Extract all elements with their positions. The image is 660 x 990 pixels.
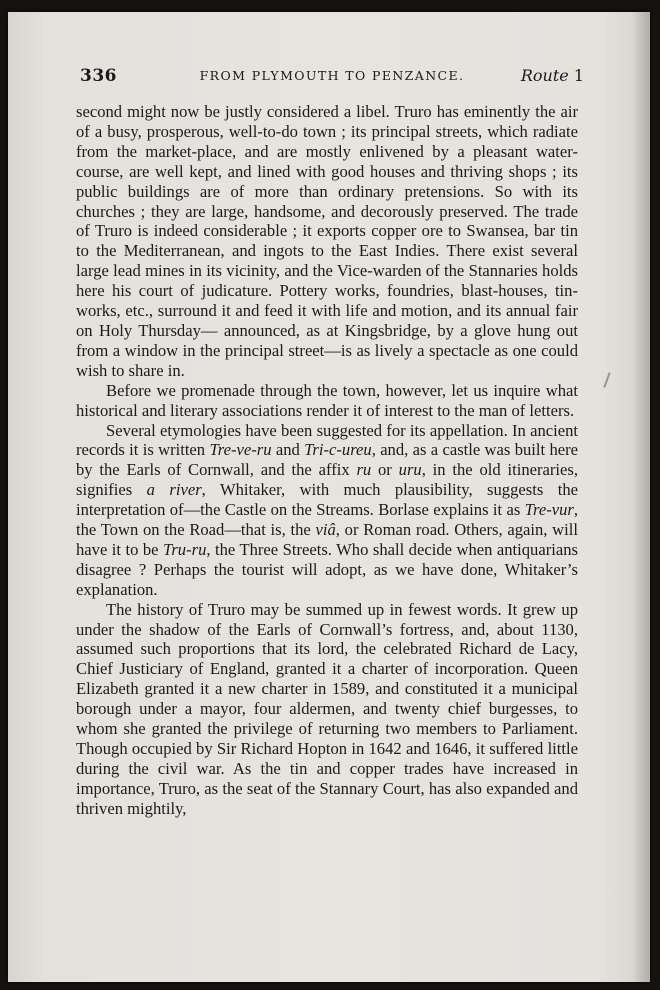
- italic-term: a river: [146, 480, 202, 500]
- text-run: , the Three Streets. Who shall decide when antiquarians disagree ? Perhaps the tourist will adopt, as we have done, Whitaker’s explanation.: [76, 539, 578, 599]
- italic-term: Tre-ve-ru: [209, 440, 272, 460]
- italic-term: ru: [356, 460, 372, 480]
- text-run: or: [371, 460, 399, 480]
- italic-term: viâ: [315, 520, 336, 540]
- italic-term: Tru-ru: [163, 539, 207, 559]
- paragraph: [76, 600, 578, 819]
- running-header: [80, 66, 584, 92]
- paragraph: [76, 102, 578, 381]
- italic-term: Tre-vur: [524, 500, 574, 520]
- page-number: 336: [80, 66, 117, 86]
- italic-term: Tri-c-ureu: [304, 440, 372, 460]
- text-run: , Whitaker, with much plausibility, suggests the interpretation of—the Castle on the Streams. Borlase explains it as: [76, 480, 578, 520]
- route-label-text: Route: [520, 66, 569, 85]
- text-run: , in the old itineraries, signifies: [76, 460, 578, 500]
- text-run: The history of Truro may be summed up in fewest words. It grew up under the shadow of the Earls of Cornwall’s fortress, and, about 1130, assumed such proportions that its lord, the celebrated Richard de Lacy, Chief Justiciary of England, granted it a charter of incorporation. Queen Elizabeth granted it a new charter in 1589, and constituted it a municipal borough under a mayor, four aldermen, and twenty chief burgesses, to whom she granted the privilege of returning two members to Parliament. Though occupied by Sir Richard Hopton in 1642 and 1646, it suffered little during the civil war. As the tin and copper trades have increased in importance, Truro, as the seat of the Stannary Court, has also expanded and thriven mightily,: [76, 599, 578, 818]
- body-text: [76, 102, 578, 819]
- text-run: , and, as a castle was built here by the Earls of Cornwall, and the affix: [76, 440, 578, 480]
- paragraph: [76, 381, 578, 421]
- text-run: , the Town on the Road—that is, the: [76, 500, 578, 540]
- text-run: second might now be justly considered a libel. Truro has eminently the air of a busy, prosperous, well-to-do town ; its principal streets, which radiate from the market-place, and are mostly enlivened by a pleasant water-course, are well kept, and lined with good houses and thriving shops ; its public buildings are of more than ordinary pretensions. So with its churches ; they are large, handsome, and decorously preserved. The trade of Truro is indeed considerable ; it exports copper ore to Swansea, bar tin to the Mediterranean, and ingots to the East Indies. There exist several large lead mines in its vicinity, and the Vice-warden of the Stannaries holds here his court of judicature. Pottery works, foundries, blast-houses, tin-works, etc., surround it and feed it with life and motion, and its annual fair on Holy Thursday— announced, as at Kingsbridge, by a glove hung out from a window in the principal street—is as lively a spectacle as one could wish to share in.: [76, 102, 578, 380]
- page-gutter-shadow: [632, 12, 650, 982]
- route-number: 1: [573, 66, 584, 85]
- text-run: Before we promenade through the town, however, let us inquire what historical and literary associations render it of interest to the man of letters.: [76, 380, 578, 420]
- paragraph: [76, 421, 578, 600]
- text-run: , or Roman road. Others, again, will have it to be: [76, 520, 578, 559]
- running-title: FROM PLYMOUTH TO PENZANCE.: [199, 68, 465, 83]
- italic-term: uru: [398, 460, 422, 480]
- text-run: Several etymologies have been suggested for its appellation. In ancient records it is written: [76, 420, 578, 460]
- route-label: [521, 66, 584, 85]
- text-run: and: [271, 440, 305, 460]
